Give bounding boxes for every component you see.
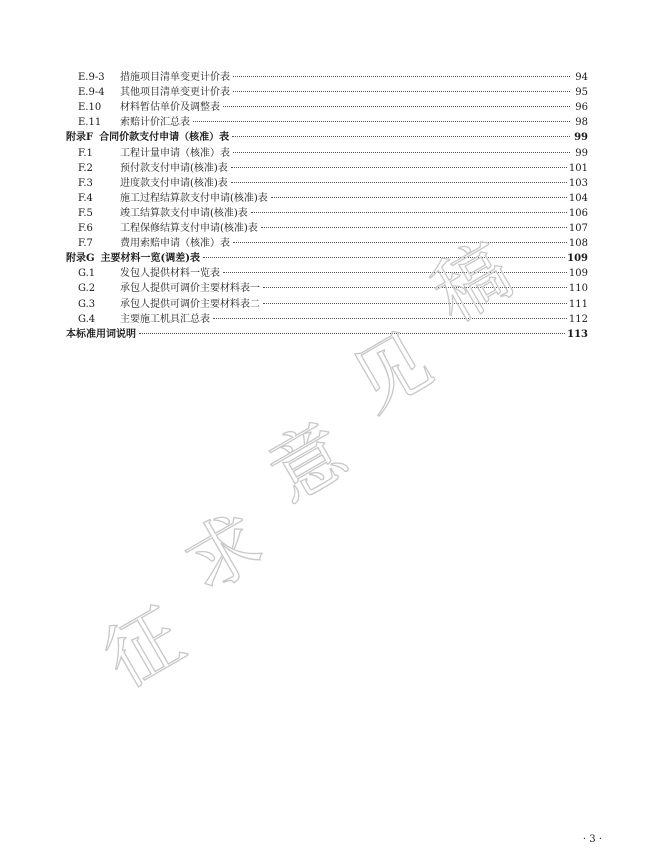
toc-entry-title: 进度款支付申请(核准)表	[120, 177, 228, 189]
toc-dot-leader	[193, 121, 570, 122]
toc-dot-leader	[271, 197, 567, 198]
toc-dot-leader	[263, 303, 567, 304]
watermark-char-1: 征	[90, 592, 198, 704]
toc-entry-page: 99	[575, 147, 588, 159]
toc-entry-number: 附录G	[66, 253, 95, 265]
toc-entry-title: 费用索赔申请（核准）表	[120, 238, 230, 250]
toc-entry[interactable]	[66, 70, 588, 85]
toc-entry-title: 其他项目清单变更计价表	[120, 87, 230, 99]
toc-entry-number: F.5	[78, 207, 93, 219]
toc-entry[interactable]	[66, 206, 588, 221]
toc-entry[interactable]	[66, 281, 588, 296]
toc-entry-number: G.4	[78, 313, 96, 325]
toc-entry[interactable]	[66, 100, 588, 115]
toc-dot-leader	[263, 287, 567, 288]
toc-entry[interactable]	[66, 85, 588, 100]
toc-entry-page: 110	[568, 283, 588, 295]
watermark-char-2: 求	[170, 497, 278, 609]
toc-entry-title: 索赔计价汇总表	[120, 117, 190, 129]
toc-dot-leader	[233, 152, 570, 153]
toc-dot-leader	[203, 257, 565, 258]
toc-dot-leader	[233, 76, 570, 77]
toc-dot-leader	[251, 212, 567, 213]
toc-entry-number: G.1	[78, 268, 96, 280]
toc-entry[interactable]	[66, 297, 588, 312]
toc-entry-page: 98	[575, 117, 588, 129]
toc-appendix-entry[interactable]	[66, 327, 588, 342]
toc-entry-number: E.9-4	[78, 87, 105, 99]
toc-dot-leader	[223, 106, 570, 107]
toc-entry-title: 发包人提供材料一览表	[120, 268, 220, 280]
toc-entry-number: 附录F	[66, 132, 94, 144]
toc-entry[interactable]	[66, 191, 588, 206]
toc-entry-number: E.9-3	[78, 72, 105, 83]
toc-entry-title: 工程计量申请（核准）表	[120, 147, 230, 159]
watermark-char-3: 意	[254, 407, 362, 519]
toc-entry-page: 96	[575, 102, 588, 114]
toc-entry[interactable]	[66, 221, 588, 236]
toc-entry-number: E.11	[78, 117, 102, 129]
toc-dot-leader	[261, 227, 567, 228]
toc-appendix-entry[interactable]	[66, 130, 588, 145]
toc-entry-number: F.4	[78, 192, 93, 204]
toc-entry-number: F.2	[78, 162, 93, 174]
toc-entry-title: 材料暂估单价及调整表	[120, 102, 220, 114]
toc-entry-page: 107	[568, 223, 588, 234]
toc-appendix-entry[interactable]	[66, 251, 588, 266]
page-number: · 3 ·	[582, 834, 602, 845]
toc-dot-leader	[139, 333, 565, 334]
toc-entry-page: 109	[568, 268, 588, 280]
toc-dot-leader	[231, 167, 567, 168]
toc-entry-number: G.3	[78, 298, 96, 310]
toc-entry[interactable]	[66, 115, 588, 130]
toc-entry-page: 113	[567, 328, 588, 340]
toc-dot-leader	[231, 182, 567, 183]
toc-entry[interactable]	[66, 161, 588, 176]
toc-entry-title: 主要施工机具汇总表	[120, 313, 210, 325]
toc-entry-title: 竣工结算款支付申请(核准)表	[120, 207, 248, 219]
toc-entry-page: 94	[575, 72, 588, 83]
toc-entry-title: 措施项目清单变更计价表	[120, 72, 230, 83]
toc-entry-page: 99	[574, 132, 588, 144]
toc-entry-page: 103	[568, 177, 588, 189]
watermark-char-4: 见	[338, 317, 446, 429]
toc-entry-page: 101	[568, 162, 588, 174]
toc-entry-page: 108	[568, 238, 588, 250]
toc-entry-title: 承包人提供可调价主要材料表二	[120, 298, 260, 310]
toc-entry[interactable]	[66, 236, 588, 251]
toc-entry-title: 主要材料一览(调差)表	[100, 253, 201, 265]
toc-entry-page: 112	[568, 313, 588, 325]
toc-dot-leader	[232, 136, 570, 137]
toc-dot-leader	[213, 318, 567, 319]
toc-entry-number: G.2	[78, 283, 96, 295]
toc-entry-page: 104	[568, 192, 588, 204]
toc-entry-number: E.10	[78, 102, 102, 114]
toc-dot-leader	[223, 272, 567, 273]
toc-entry-page: 111	[568, 298, 588, 310]
watermark-char-5: 稿	[418, 227, 526, 339]
toc-entry-title: 预付款支付申请(核准)表	[120, 162, 228, 174]
toc-entry-number: F.7	[78, 238, 93, 250]
toc-entry-page: 109	[567, 253, 588, 265]
toc-dot-leader	[233, 91, 570, 92]
toc-dot-leader	[233, 242, 567, 243]
toc-entry-number: F.3	[78, 177, 93, 189]
toc-entry-title: 施工过程结算款支付申请(核准)表	[120, 192, 268, 204]
toc-entry[interactable]	[66, 312, 588, 327]
toc-entry-page: 95	[575, 87, 588, 99]
toc-entry[interactable]	[66, 176, 588, 191]
toc-entry-page: 106	[568, 207, 588, 219]
toc-entry-title: 本标准用词说明	[66, 328, 136, 340]
toc-entry-number: F.6	[78, 223, 93, 234]
toc-entry-title: 合同价款支付申请（核准）表	[99, 132, 230, 144]
toc-entry[interactable]	[66, 146, 588, 161]
toc-entry-title: 工程保修结算支付申请(核准)表	[120, 223, 258, 234]
toc-entry[interactable]	[66, 266, 588, 281]
toc-entry-title: 承包人提供可调价主要材料表一	[120, 283, 260, 295]
toc-entry-number: F.1	[78, 147, 93, 159]
